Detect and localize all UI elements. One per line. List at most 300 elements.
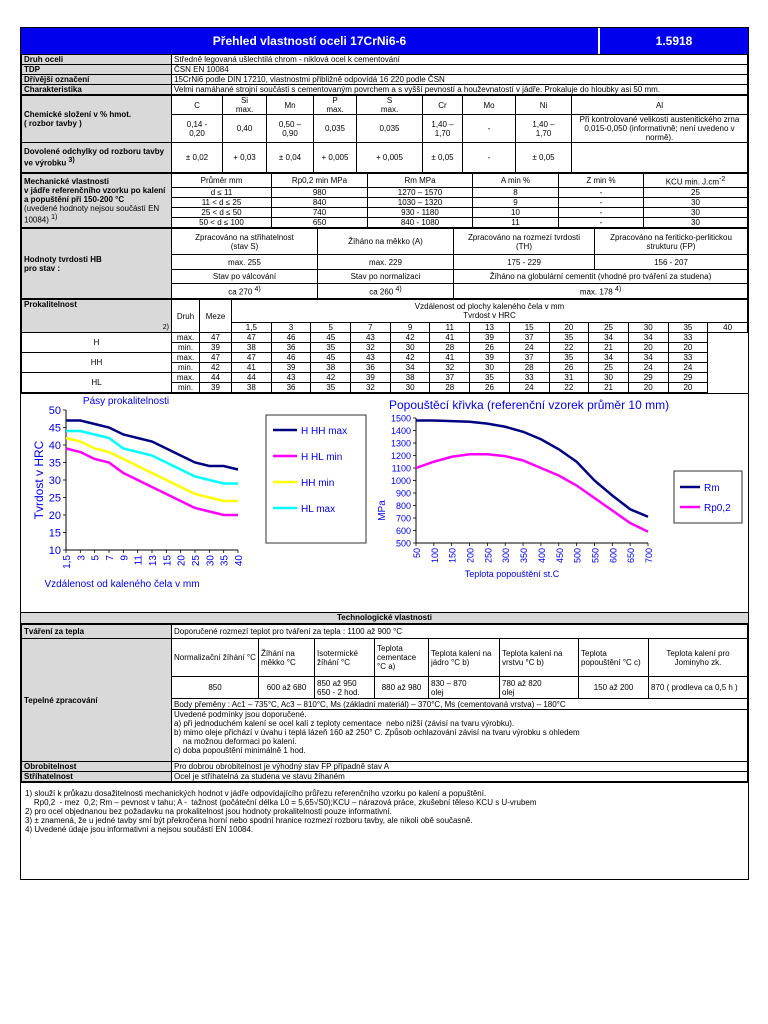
prok-distance: 13 <box>470 322 510 332</box>
y-tick-label: 1300 <box>390 438 411 449</box>
prok-distance: 25 <box>589 322 629 332</box>
heat-header: Normalizační žíhání °C <box>172 639 259 677</box>
prok-meze: max. <box>172 373 200 383</box>
mech-cell: - <box>559 188 644 198</box>
mech-cell: 25 <box>644 188 748 198</box>
heat-header: Teplota kalení na vrstvu °C b) <box>500 639 579 677</box>
prok-value: 24 <box>509 383 549 393</box>
prok-dist-title: Vzdálenost od plochy kaleného čela v mm Tvrdost v HRC <box>232 300 748 323</box>
prok-value: 42 <box>390 353 430 363</box>
prok-value: 46 <box>271 353 311 363</box>
heat-header: Teplota kalení na jádro °C b) <box>429 639 500 677</box>
mech-cell: 10 <box>473 208 559 218</box>
x-tick-label: 3 <box>76 555 88 561</box>
chart-title: Pásy prokalitelnosti <box>82 396 170 407</box>
prok-value: 46 <box>271 333 311 343</box>
mech-cell: 740 <box>272 208 368 218</box>
series-line <box>416 454 648 532</box>
x-tick-label: 300 <box>501 548 512 564</box>
footnotes <box>21 782 748 879</box>
heat-header: Teplota popouštění °C c) <box>579 639 649 677</box>
y-tick-label: 500 <box>395 538 411 549</box>
x-tick-label: 200 <box>465 548 476 564</box>
x-axis-label: Teplota popouštění st.C <box>464 569 560 579</box>
machin-value: Pro dobrou obrobitelnost je výhodný stav FP případně stav A <box>172 762 748 772</box>
prok-meze: min. <box>172 363 200 373</box>
y-tick-label: 50 <box>48 405 61 417</box>
prok-value: 20 <box>628 343 668 353</box>
chem-value: 0,40 <box>223 115 267 143</box>
hb-value-cell <box>454 284 748 299</box>
info-label: TDP <box>22 65 172 75</box>
x-tick-label: 600 <box>608 548 619 564</box>
prok-value: 33 <box>668 353 708 363</box>
chem-header: Al <box>572 96 748 115</box>
prok-value: 26 <box>470 343 510 353</box>
series-line <box>66 438 238 501</box>
mech-cell: 25 < d ≤ 50 <box>172 208 272 218</box>
chem-header: P max. <box>314 96 357 115</box>
prok-value: 37 <box>509 333 549 343</box>
hb-header: Žíháno na měkko (A) <box>318 229 454 255</box>
x-tick-label: 500 <box>572 548 583 564</box>
chem-value: 0,035 <box>357 115 423 143</box>
x-tick-label: 30 <box>205 555 217 567</box>
material-number: 1.5918 <box>655 34 693 48</box>
chem-header: Si max. <box>223 96 267 115</box>
x-tick-label: 700 <box>644 548 654 564</box>
y-tick-label: 1500 <box>390 413 411 424</box>
prok-value: 34 <box>390 363 430 373</box>
mech-note-text: (uvedené hodnoty nejsou součástí EN 10084) <box>24 203 160 225</box>
chem-value: 1,40 – 1,70 <box>516 115 572 143</box>
prok-value: 42 <box>311 373 351 383</box>
prok-value: 28 <box>430 343 470 353</box>
prok-value: 36 <box>271 343 311 353</box>
prok-value: 43 <box>351 353 391 363</box>
chemical-composition-table <box>21 95 748 173</box>
prok-row <box>22 353 748 363</box>
datasheet <box>20 27 749 880</box>
prok-druh: H <box>22 333 172 353</box>
mech-label-cell <box>22 174 172 228</box>
mech-header: Rp0,2 min MPa <box>272 174 368 188</box>
prok-value: 24 <box>628 363 668 373</box>
mech-header: Rm MPa <box>368 174 473 188</box>
prok-value: 34 <box>628 353 668 363</box>
heat-value: 850 <box>172 677 259 699</box>
prok-value: 30 <box>390 383 430 393</box>
prok-distance: 3 <box>271 322 311 332</box>
mech-cell: 11 < d ≤ 25 <box>172 198 272 208</box>
prok-value: 33 <box>509 373 549 383</box>
hb-value-cell <box>172 284 318 299</box>
hb-value: ca 270 <box>228 287 253 297</box>
series-line <box>66 421 238 470</box>
y-tick-label: 800 <box>395 501 411 511</box>
forming-value: Doporučené rozmezí teplot pro tváření za tepla : 1100 až 900 °C <box>172 625 748 639</box>
hb-header: Zpracováno na feriticko-perlitickou strukturu (FP) <box>595 229 748 255</box>
dev-note: 3) <box>68 157 75 165</box>
prok-value: 45 <box>311 333 351 343</box>
prok-value: 47 <box>232 353 272 363</box>
footnote: 1) slouží k průkazu dosažitelnosti mechanických hodnot v jádře odpovídajícího průřezu referenčního vzorku po kalení a popuštění. <box>25 789 487 798</box>
shear-value: Ocel je stříhatelná za studena ve stavu žíhaném <box>172 772 748 782</box>
mech-cell: 30 <box>644 198 748 208</box>
x-tick-label: 550 <box>590 548 601 564</box>
chem-header: Mo <box>463 96 516 115</box>
hb-sup: 4) <box>254 286 261 294</box>
legend-label: H HH max <box>301 426 348 437</box>
dev-value: + 0,005 <box>314 143 357 173</box>
hb-value: max. 229 <box>318 255 454 270</box>
dev-value: - <box>463 143 516 173</box>
prok-value: 32 <box>351 383 391 393</box>
dev-value: ± 0,04 <box>267 143 314 173</box>
y-tick-label: 30 <box>48 475 61 487</box>
hb-header: Zpracováno na střihatelnost (stav S) <box>172 229 318 255</box>
mech-cell: 930 - 1180 <box>368 208 473 218</box>
mech-note-ref: 1) <box>51 213 58 221</box>
dev-label <box>22 143 172 173</box>
y-tick-label: 10 <box>48 545 61 557</box>
prok-value: 41 <box>430 333 470 343</box>
x-tick-label: 650 <box>626 548 637 564</box>
mech-cell: 650 <box>272 218 368 228</box>
y-tick-label: 40 <box>48 440 61 452</box>
series-line <box>416 421 648 517</box>
prok-value: 39 <box>200 343 232 353</box>
x-tick-label: 13 <box>148 555 159 567</box>
heat-header: Žíhání na měkko °C <box>259 639 315 677</box>
heat-value: 830 – 870 olej <box>429 677 500 699</box>
prok-distance: 9 <box>390 322 430 332</box>
x-tick-label: 35 <box>219 555 231 567</box>
x-tick-label: 1,5 <box>62 555 73 569</box>
x-tick-label: 100 <box>429 548 440 564</box>
prok-value: 28 <box>509 363 549 373</box>
tempering-chart <box>371 394 748 612</box>
prok-value: 43 <box>271 373 311 383</box>
heat-value: 600 až 680 <box>259 677 315 699</box>
info-value: 15CrNi6 podle DIN 17210, vlastnostmi přibližně odpovídá 16 220 podle ČSN <box>172 75 748 85</box>
prok-value: 45 <box>311 353 351 363</box>
mech-header: A min % <box>473 174 559 188</box>
heat-note: Uvedené podmínky jsou doporučené. <box>174 710 307 719</box>
prok-value: 39 <box>351 373 391 383</box>
shear-label: Stříhatelnost <box>22 772 172 782</box>
forming-label: Tváření za tepla <box>22 625 172 639</box>
info-value: Velmi namáhané strojní součásti s cementovaným povrchem a s vyšší pevností a houževnatostí v jádře. Prokaluje do hloubky asi 50 mm. <box>172 85 748 95</box>
prok-note: 2) <box>162 324 169 331</box>
mech-cell: - <box>559 208 644 218</box>
prok-value: 35 <box>311 343 351 353</box>
prok-distance: 7 <box>351 322 391 332</box>
hardness-hb-table <box>21 228 748 299</box>
prok-label-cell <box>22 300 172 333</box>
y-tick-label: 45 <box>48 422 61 435</box>
prok-meze: min. <box>172 383 200 393</box>
mech-header-kcu <box>644 174 748 188</box>
y-tick-label: 1100 <box>391 463 411 474</box>
mech-cell: 30 <box>644 218 748 228</box>
prok-value: 38 <box>311 363 351 373</box>
heat-note: c) doba popouštění minimálně 1 hod. <box>174 746 306 755</box>
prok-value: 35 <box>549 333 589 343</box>
x-tick-label: 350 <box>519 548 530 564</box>
chem-header: S max. <box>357 96 423 115</box>
heat-header: Teplota cementace °C a) <box>375 639 429 677</box>
chem-value: 1,40 – 1,70 <box>423 115 463 143</box>
prok-value: 26 <box>470 383 510 393</box>
dev-value: ± 0,05 <box>423 143 463 173</box>
prok-value: 24 <box>509 343 549 353</box>
hb-header: Stav po normalizaci <box>318 270 454 284</box>
title-bar <box>21 28 748 54</box>
mech-cell: - <box>559 218 644 228</box>
prok-value: 38 <box>390 373 430 383</box>
mech-note <box>24 204 169 225</box>
prok-distance: 20 <box>549 322 589 332</box>
prok-value: 34 <box>589 353 629 363</box>
prok-value: 34 <box>628 333 668 343</box>
prok-druh: HL <box>22 373 172 393</box>
prok-label: Prokalitelnost <box>24 300 77 309</box>
prok-col-druh: Druh <box>172 300 200 333</box>
y-tick-label: 700 <box>395 513 411 524</box>
prok-value: 30 <box>390 343 430 353</box>
mech-cell: 840 - 1080 <box>368 218 473 228</box>
prok-value: 47 <box>200 333 232 343</box>
heat-label: Tepelné zpracování <box>22 639 172 762</box>
dev-value: + 0,005 <box>357 143 423 173</box>
general-info-table <box>21 54 748 95</box>
y-tick-label: 20 <box>48 510 61 522</box>
prok-row <box>22 373 748 383</box>
hb-sup: 4) <box>614 286 622 294</box>
legend-box <box>674 471 742 523</box>
prok-value: 28 <box>430 383 470 393</box>
dev-value: ± 0,05 <box>516 143 572 173</box>
legend-label: HL max <box>301 504 336 515</box>
machin-label: Obrobitelnost <box>22 762 172 772</box>
prok-row <box>22 333 748 343</box>
kcu-sup: -2 <box>719 175 726 183</box>
x-tick-label: 50 <box>412 548 422 559</box>
legend-label: Rp0,2 <box>704 503 731 514</box>
heat-value: 150 až 200 <box>579 677 649 699</box>
prok-druh: HH <box>22 353 172 373</box>
prok-value: 43 <box>351 333 391 343</box>
prok-value: 41 <box>232 363 272 373</box>
legend-label: Rm <box>704 483 720 494</box>
prok-distance: 11 <box>430 322 470 332</box>
mech-cell: 1030 – 1320 <box>368 198 473 208</box>
info-value: Středně legovaná ušlechtilá chrom - niklová ocel k cementování <box>172 55 748 65</box>
heat-value: 780 až 820 olej <box>500 677 579 699</box>
y-tick-label: 35 <box>48 457 61 470</box>
prok-value: 37 <box>430 373 470 383</box>
heat-value: 870 ( prodleva ca 0,5 h ) <box>649 677 748 699</box>
y-tick-label: 1000 <box>390 476 411 486</box>
x-tick-label: 15 <box>162 555 174 567</box>
hardenability-chart <box>21 394 371 612</box>
prok-distance: 5 <box>311 322 351 332</box>
x-tick-label: 5 <box>90 555 102 561</box>
mech-cell: - <box>559 198 644 208</box>
prok-value: 36 <box>271 383 311 393</box>
page-title: Přehled vlastností oceli 17CrNi6-6 <box>21 28 600 54</box>
prok-value: 35 <box>549 353 589 363</box>
chem-value: 0,50 – 0,90 <box>267 115 314 143</box>
prok-meze: min. <box>172 343 200 353</box>
y-tick-label: 600 <box>395 526 411 536</box>
prok-value: 20 <box>668 383 708 393</box>
prok-value: 36 <box>351 363 391 373</box>
footnote: 2) pro ocel objednanou bez požadavku na prokalitelnost jsou hodnoty prokalitelnosti pouze informativní. <box>25 807 392 816</box>
chem-header: Ni <box>516 96 572 115</box>
prok-value: 21 <box>589 343 629 353</box>
prok-value: 32 <box>430 363 470 373</box>
prok-value: 38 <box>232 343 272 353</box>
hb-header: Žíháno na globulární cementit (vhodné pro tváření za studena) <box>454 270 748 284</box>
hb-value: 175 - 229 <box>454 255 595 270</box>
prok-value: 22 <box>549 343 589 353</box>
mech-cell: 1270 – 1570 <box>368 188 473 198</box>
x-tick-label: 40 <box>234 555 245 567</box>
heat-value: 850 až 950 650 - 2 hod. <box>315 677 375 699</box>
x-tick-label: 11 <box>133 555 145 566</box>
legend-label: HH min <box>301 478 335 489</box>
prok-value: 44 <box>200 373 232 383</box>
y-axis-label: MPa <box>377 500 388 521</box>
info-label: Dřívější označení <box>22 75 172 85</box>
x-tick-label: 9 <box>119 555 131 561</box>
chem-header: C <box>172 96 223 115</box>
mech-cell: 980 <box>272 188 368 198</box>
mech-cell: 9 <box>473 198 559 208</box>
mech-cell: 30 <box>644 208 748 218</box>
mech-header: Průměr mm <box>172 174 272 188</box>
prok-value: 39 <box>470 353 510 363</box>
prok-value: 37 <box>509 353 549 363</box>
prok-value: 41 <box>430 353 470 363</box>
prok-value: 25 <box>589 363 629 373</box>
prok-meze: max. <box>172 353 200 363</box>
y-tick-label: 900 <box>395 488 411 499</box>
heat-header: Isotermické žíhání °C <box>315 639 375 677</box>
prok-value: 26 <box>549 363 589 373</box>
x-tick-label: 250 <box>483 548 494 564</box>
prok-value: 31 <box>549 373 589 383</box>
dev-value: ± 0,02 <box>172 143 223 173</box>
prok-value: 33 <box>668 333 708 343</box>
prok-distance: 30 <box>628 322 668 332</box>
mech-cell: d ≤ 11 <box>172 188 272 198</box>
chem-value: 0,035 <box>314 115 357 143</box>
hb-label: Hodnoty tvrdosti HB pro stav : <box>22 229 172 299</box>
prok-value: 42 <box>200 363 232 373</box>
chem-header: Mn <box>267 96 314 115</box>
prok-distance: 40 <box>708 322 748 332</box>
mech-header: KCU min. J.cm <box>665 177 720 187</box>
prok-value: 47 <box>200 353 232 363</box>
heat-note: na možnou deformaci po kalení. <box>174 737 297 746</box>
heat-header: Teplota kalení pro Jominyho zk. <box>649 639 748 677</box>
prok-meze: max. <box>172 333 200 343</box>
prok-value: 21 <box>589 383 629 393</box>
x-tick-label: 25 <box>191 555 202 567</box>
prok-value: 35 <box>470 373 510 383</box>
prok-value: 22 <box>549 383 589 393</box>
chart-title: Popouštěcí křivka (referenční vzorek průměr 10 mm) <box>389 398 670 412</box>
x-tick-label: 150 <box>447 548 458 564</box>
prok-value: 42 <box>390 333 430 343</box>
footnote: 3) ± znamená, že u jedné tavby smí být překročena horní nebo spodní hranice rozmezí rozboru tavby, ale nikoli obě současně. <box>25 816 473 825</box>
y-tick-label: 25 <box>48 492 61 505</box>
x-tick-label: 450 <box>554 548 565 564</box>
x-tick-label: 400 <box>536 548 547 564</box>
prok-distance: 1,5 <box>232 322 272 332</box>
dev-value: + 0,03 <box>223 143 267 173</box>
prok-value: 29 <box>668 373 708 383</box>
prok-value: 39 <box>271 363 311 373</box>
prok-col-meze: Meze <box>200 300 232 333</box>
x-tick-label: 7 <box>105 555 116 561</box>
prok-value: 38 <box>232 383 272 393</box>
info-value: ČSN EN 10084 <box>172 65 748 75</box>
prok-value: 39 <box>200 383 232 393</box>
charts-area <box>21 393 748 612</box>
chem-label: Chemické složení v % hmot. ( rozbor tavby ) <box>22 96 172 143</box>
dev-value <box>572 143 748 173</box>
mech-cell: 8 <box>473 188 559 198</box>
heat-notes <box>172 710 748 762</box>
mech-header: Z min % <box>559 174 644 188</box>
transform-points: Body přeměny : Ac1 – 735°C, Ac3 – 810°C, Ms (základní materiál) – 370°C, Ms (cementovaná vrstva) – 180°C <box>172 699 748 710</box>
heat-note: b) mimo oleje přichází v úvahu i teplá lázeň 160 až 250° C. Způsob ochlazování závisí na tvaru výrobku s ohledem <box>174 728 580 737</box>
prok-value: 39 <box>470 333 510 343</box>
hb-value: max. 178 <box>579 287 613 297</box>
mech-cell: 50 < d ≤ 100 <box>172 218 272 228</box>
prok-value: 47 <box>232 333 272 343</box>
hb-value: ca 260 <box>369 287 394 297</box>
prok-value: 20 <box>628 383 668 393</box>
prok-value: 20 <box>668 343 708 353</box>
tech-table <box>21 624 748 782</box>
chem-value: Při kontrolované velikosti austenitického zrna 0,015-0,050 (informativně; není uvedeno v normě). <box>572 115 748 143</box>
hardenability-table <box>21 299 748 393</box>
chem-header: Cr <box>423 96 463 115</box>
y-tick-label: 1200 <box>390 451 411 461</box>
prok-value: 30 <box>470 363 510 373</box>
tech-title: Technologické vlastnosti <box>21 612 748 624</box>
mechanical-properties-table <box>21 173 748 228</box>
prok-value: 30 <box>589 373 629 383</box>
dev-label-text: Dovolené odchylky od rozboru tavby ve výrobku <box>24 147 165 168</box>
prok-distance: 35 <box>668 322 708 332</box>
prok-value: 32 <box>351 343 391 353</box>
info-label: Druh oceli <box>22 55 172 65</box>
prok-value: 24 <box>668 363 708 373</box>
legend-label: H HL min <box>301 452 343 463</box>
mech-cell: 840 <box>272 198 368 208</box>
hb-header: Zpracováno na rozmezí tvrdosti (TH) <box>454 229 595 255</box>
chem-value: - <box>463 115 516 143</box>
footnote: 4) Uvedené údaje jsou informativní a nejsou součástí EN 10084. <box>25 825 254 834</box>
mech-cell: 11 <box>473 218 559 228</box>
hb-value: max. 255 <box>172 255 318 270</box>
